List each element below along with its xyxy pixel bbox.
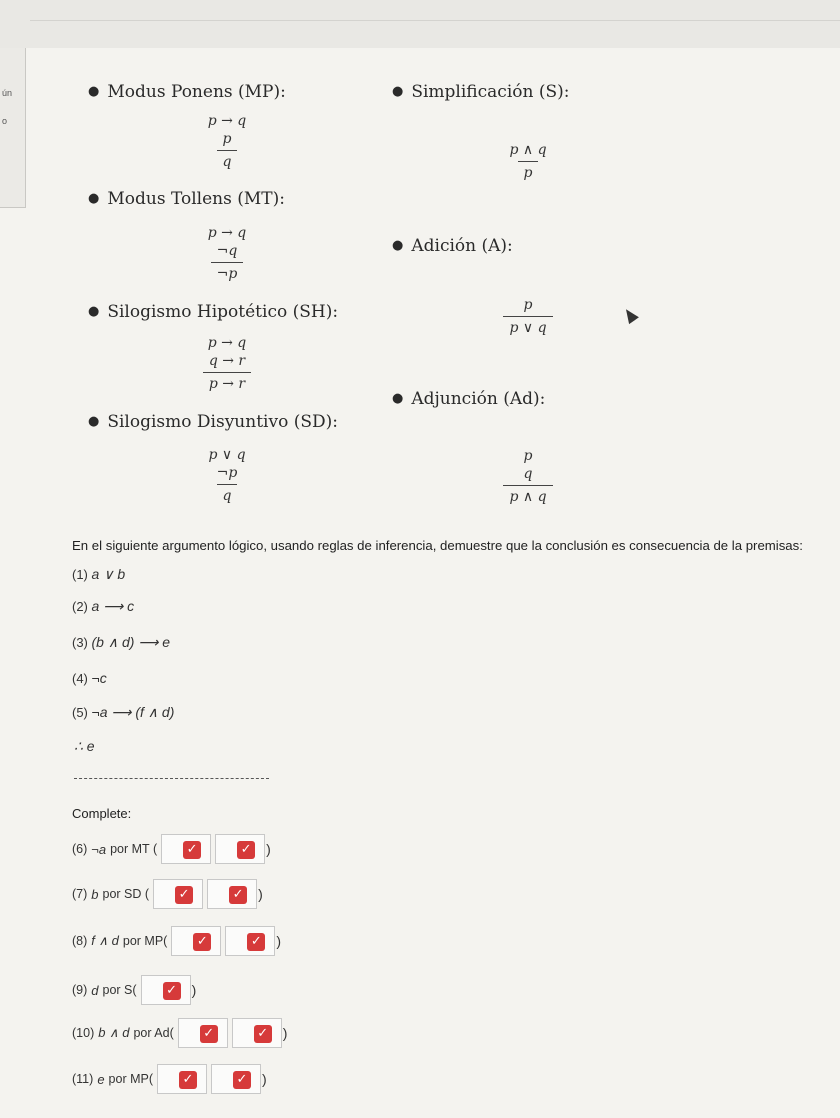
ad-line-3: p ∧ q xyxy=(503,485,552,506)
mt-line-3: ¬p xyxy=(211,262,244,283)
mt-line-2: ¬q xyxy=(216,243,238,259)
sh-line-2: q → r xyxy=(208,353,246,369)
premise-3: (3) (b ∧ d) ⟶ e xyxy=(72,634,171,650)
step-10: (10) b ∧ d por Ad( ✓ ✓ ) xyxy=(72,1018,287,1048)
rule-heading-mp: ● Modus Ponens (MP): xyxy=(88,82,286,102)
top-edge-line xyxy=(30,20,840,21)
check-icon: ✓ xyxy=(163,982,181,1000)
rule-mt-formula xyxy=(192,224,262,285)
rule-mp-formula xyxy=(192,112,262,173)
side-text-2: o xyxy=(2,116,8,126)
check-icon: ✓ xyxy=(254,1025,272,1043)
step-9-ref-1-input[interactable] xyxy=(141,975,191,1005)
rule-heading-ad: ● Adjunción (Ad): xyxy=(392,389,546,409)
step-6-ref-2-input[interactable] xyxy=(215,834,265,864)
rule-sd-formula xyxy=(192,446,262,507)
step-9: (9) d por S( ✓ ) xyxy=(72,975,196,1005)
step-8: (8) f ∧ d por MP( ✓ ✓ ) xyxy=(72,926,281,956)
premise-2: (2) a ⟶ c xyxy=(72,598,135,614)
ad-line-1: p xyxy=(523,448,533,464)
mp-line-1: p → q xyxy=(207,113,247,129)
ad-line-2: q xyxy=(523,466,533,482)
step-10-ref-1-input[interactable] xyxy=(178,1018,228,1048)
rule-heading-sd: ● Silogismo Disyuntivo (SD): xyxy=(88,412,338,432)
check-icon: ✓ xyxy=(200,1025,218,1043)
problem-statement: En el siguiente argumento lógico, usando reglas de inferencia, demuestre que la conclusión es consecuencia de la premisas: xyxy=(72,538,803,553)
mt-line-1: p → q xyxy=(207,225,247,241)
check-icon: ✓ xyxy=(247,933,265,951)
step-6-ref-1-input[interactable] xyxy=(161,834,211,864)
mp-line-3: q xyxy=(217,150,238,171)
step-8-ref-1-input[interactable] xyxy=(171,926,221,956)
rule-heading-s: ● Simplificación (S): xyxy=(392,82,570,102)
step-8-ref-2-input[interactable] xyxy=(225,926,275,956)
step-11-ref-2-input[interactable] xyxy=(211,1064,261,1094)
a-line-1: p xyxy=(523,297,533,313)
step-7-ref-1-input[interactable] xyxy=(153,879,203,909)
mp-line-2: p xyxy=(222,131,232,147)
check-icon: ✓ xyxy=(183,841,201,859)
premise-4: (4) ¬c xyxy=(72,670,107,686)
step-11: (11) e por MP( ✓ ✓ ) xyxy=(72,1064,267,1094)
rule-a-formula xyxy=(496,296,560,339)
sd-line-2: ¬p xyxy=(216,465,238,481)
rule-ad-formula xyxy=(496,447,560,508)
sd-line-1: p ∨ q xyxy=(208,447,246,463)
step-6: (6) ¬a por MT ( ✓ ✓ ) xyxy=(72,834,271,864)
sh-line-3: p → r xyxy=(203,372,251,393)
check-icon: ✓ xyxy=(193,933,211,951)
conclusion: ∴ e xyxy=(74,738,95,754)
check-icon: ✓ xyxy=(237,841,255,859)
side-panel xyxy=(0,48,26,208)
step-7-ref-2-input[interactable] xyxy=(207,879,257,909)
sd-line-3: q xyxy=(217,484,238,505)
a-line-2: p ∨ q xyxy=(503,316,552,337)
premise-5: (5) ¬a ⟶ (f ∧ d) xyxy=(72,704,175,720)
rule-heading-sh: ● Silogismo Hipotético (SH): xyxy=(88,302,339,322)
side-text-1: ún xyxy=(2,88,13,98)
s-line-1: p ∧ q xyxy=(509,142,547,158)
rule-heading-mt: ● Modus Tollens (MT): xyxy=(88,189,285,209)
divider-line xyxy=(74,778,269,779)
complete-label: Complete: xyxy=(72,806,132,821)
s-line-2: p xyxy=(518,161,539,182)
check-icon: ✓ xyxy=(175,886,193,904)
check-icon: ✓ xyxy=(229,886,247,904)
rule-sh-formula xyxy=(192,334,262,395)
check-icon: ✓ xyxy=(179,1071,197,1089)
rule-s-formula xyxy=(496,141,560,184)
step-10-ref-2-input[interactable] xyxy=(232,1018,282,1048)
rule-heading-a: ● Adición (A): xyxy=(392,236,513,256)
check-icon: ✓ xyxy=(233,1071,251,1089)
step-11-ref-1-input[interactable] xyxy=(157,1064,207,1094)
sh-line-1: p → q xyxy=(207,335,247,351)
step-7: (7) b por SD ( ✓ ✓ ) xyxy=(72,879,263,909)
premise-1: (1) a ∨ b xyxy=(72,566,126,582)
